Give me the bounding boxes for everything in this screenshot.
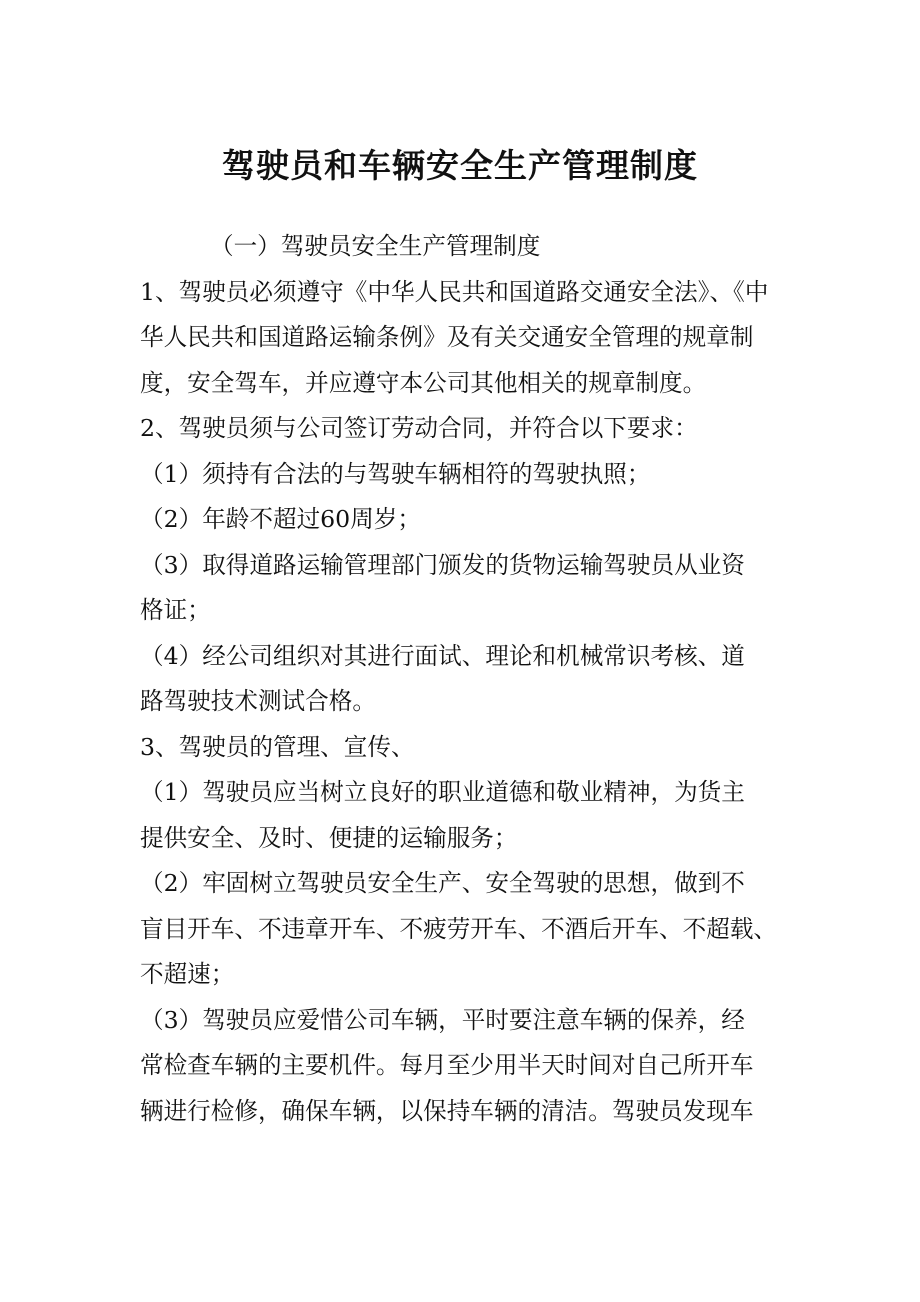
paragraph-subitem bbox=[140, 998, 780, 1135]
text-line: （1）须持有合法的与驾驶车辆相符的驾驶执照； bbox=[140, 459, 651, 488]
text-line: （1）驾驶员应当树立良好的职业道德和敬业精神，为货主 bbox=[140, 778, 745, 806]
paragraph-subitem bbox=[140, 770, 780, 861]
text-line: 辆进行检修，确保车辆，以保持车辆的清洁。驾驶员发现车 bbox=[140, 1096, 754, 1125]
text-line: （3）取得道路运输管理部门颁发的货物运输驾驶员从业资 bbox=[140, 550, 745, 579]
text-line: 3、驾驶员的管理、宣传、 bbox=[140, 732, 415, 761]
text-line: （一）驾驶员安全生产管理制度 bbox=[210, 232, 541, 260]
text-line: （2）年龄不超过60周岁； bbox=[140, 505, 421, 533]
text-line: 路驾驶技术测试合格。 bbox=[140, 687, 376, 715]
text-line: 华人民共和国道路运输条例》及有关交通安全管理的规章制 bbox=[140, 323, 754, 351]
paragraph-subitem bbox=[140, 861, 780, 998]
text-line: （2）牢固树立驾驶员安全生产、安全驾驶的思想，做到不 bbox=[140, 869, 745, 897]
text-line: 2、驾驶员须与公司签订劳动合同，并符合以下要求： bbox=[140, 414, 698, 442]
text-line: 盲目开车、不违章开车、不疲劳开车、不酒后开车、不超载、 bbox=[140, 914, 778, 943]
document-body bbox=[140, 224, 780, 1134]
paragraph-item-1 bbox=[140, 270, 780, 407]
text-line: （4）经公司组织对其进行面试、理论和机械常识考核、道 bbox=[140, 641, 745, 670]
document-title: 驾驶员和车辆安全生产管理制度 bbox=[222, 146, 698, 185]
paragraph-subitem bbox=[140, 634, 780, 725]
paragraph-subitem bbox=[140, 497, 780, 543]
text-line: 提供安全、及时、便捷的运输服务； bbox=[140, 823, 518, 852]
text-line: 不超速； bbox=[140, 960, 235, 988]
text-line: 常检查车辆的主要机件。每月至少用半天时间对自己所开车 bbox=[140, 1051, 754, 1079]
section-heading bbox=[140, 224, 780, 270]
text-line: （3）驾驶员应爱惜公司车辆，平时要注意车辆的保养，经 bbox=[140, 1005, 745, 1034]
paragraph-subitem bbox=[140, 452, 780, 498]
paragraph-item-2 bbox=[140, 406, 780, 452]
text-line: 格证； bbox=[140, 596, 211, 624]
text-line: 1、驾驶员必须遵守《中华人民共和国道路交通安全法》、《中 bbox=[140, 277, 769, 306]
paragraph-subitem bbox=[140, 543, 780, 634]
paragraph-item-3 bbox=[140, 725, 780, 771]
text-line: 度，安全驾车，并应遵守本公司其他相关的规章制度。 bbox=[140, 368, 707, 397]
